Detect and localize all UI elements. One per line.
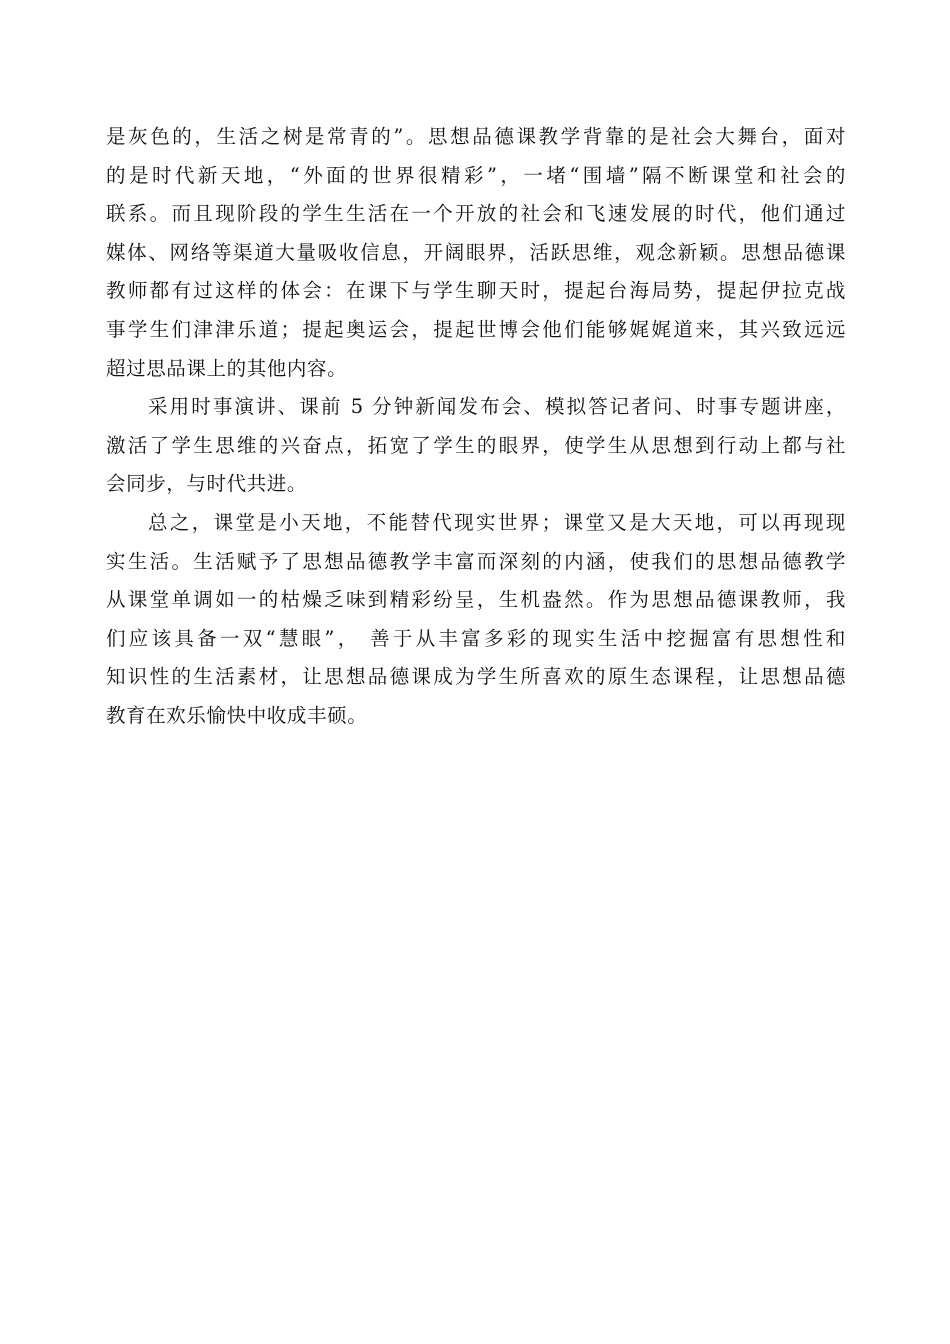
document-body xyxy=(106,118,846,736)
text-line: 超过思品课上的其他内容。 xyxy=(106,356,348,380)
paragraph-2 xyxy=(106,388,846,504)
text-line: 总之，课堂是小天地，不能替代现实世界；课堂又是大天地，可以再现现 xyxy=(148,510,846,534)
text-line: 媒体、网络等渠道大量吸收信息，开阔眼界，活跃思维，观念新颖。思想品德课 xyxy=(106,240,846,264)
text-line: 们应该具备一双“慧眼”， 善于从丰富多彩的现实生活中挖掘富有思想性和 xyxy=(106,626,846,650)
paragraph-3 xyxy=(106,504,846,736)
text-line: 联系。而且现阶段的学生生活在一个开放的社会和飞速发展的时代，他们通过 xyxy=(106,202,846,226)
text-line: 知识性的生活素材，让思想品德课成为学生所喜欢的原生态课程，让思想品德 xyxy=(106,665,846,689)
text-line: 激活了学生思维的兴奋点，拓宽了学生的眼界，使学生从思想到行动上都与社 xyxy=(106,433,846,457)
paragraph-1 xyxy=(106,118,846,388)
text-line: 的是时代新天地，“外面的世界很精彩”，一堵“围墙”隔不断课堂和社会的 xyxy=(106,163,846,187)
text-line: 从课堂单调如一的枯燥乏味到精彩纷呈，生机盎然。作为思想品德课教师，我 xyxy=(106,588,846,612)
text-line: 实生活。生活赋予了思想品德教学丰富而深刻的内涵，使我们的思想品德教学 xyxy=(106,549,846,573)
text-line: 教师都有过这样的体会：在课下与学生聊天时，提起台海局势，提起伊拉克战 xyxy=(106,279,846,303)
text-line: 会同步，与时代共进。 xyxy=(106,472,308,496)
text-line: 采用时事演讲、课前 5 分钟新闻发布会、模拟答记者问、时事专题讲座， xyxy=(148,395,846,419)
text-line: 是灰色的，生活之树是常青的”。思想品德课教学背靠的是社会大舞台，面对 xyxy=(106,125,846,148)
text-line: 教育在欢乐愉快中收成丰硕。 xyxy=(106,703,368,727)
text-line: 事学生们津津乐道；提起奥运会，提起世博会他们能够娓娓道来，其兴致远远 xyxy=(106,317,846,341)
